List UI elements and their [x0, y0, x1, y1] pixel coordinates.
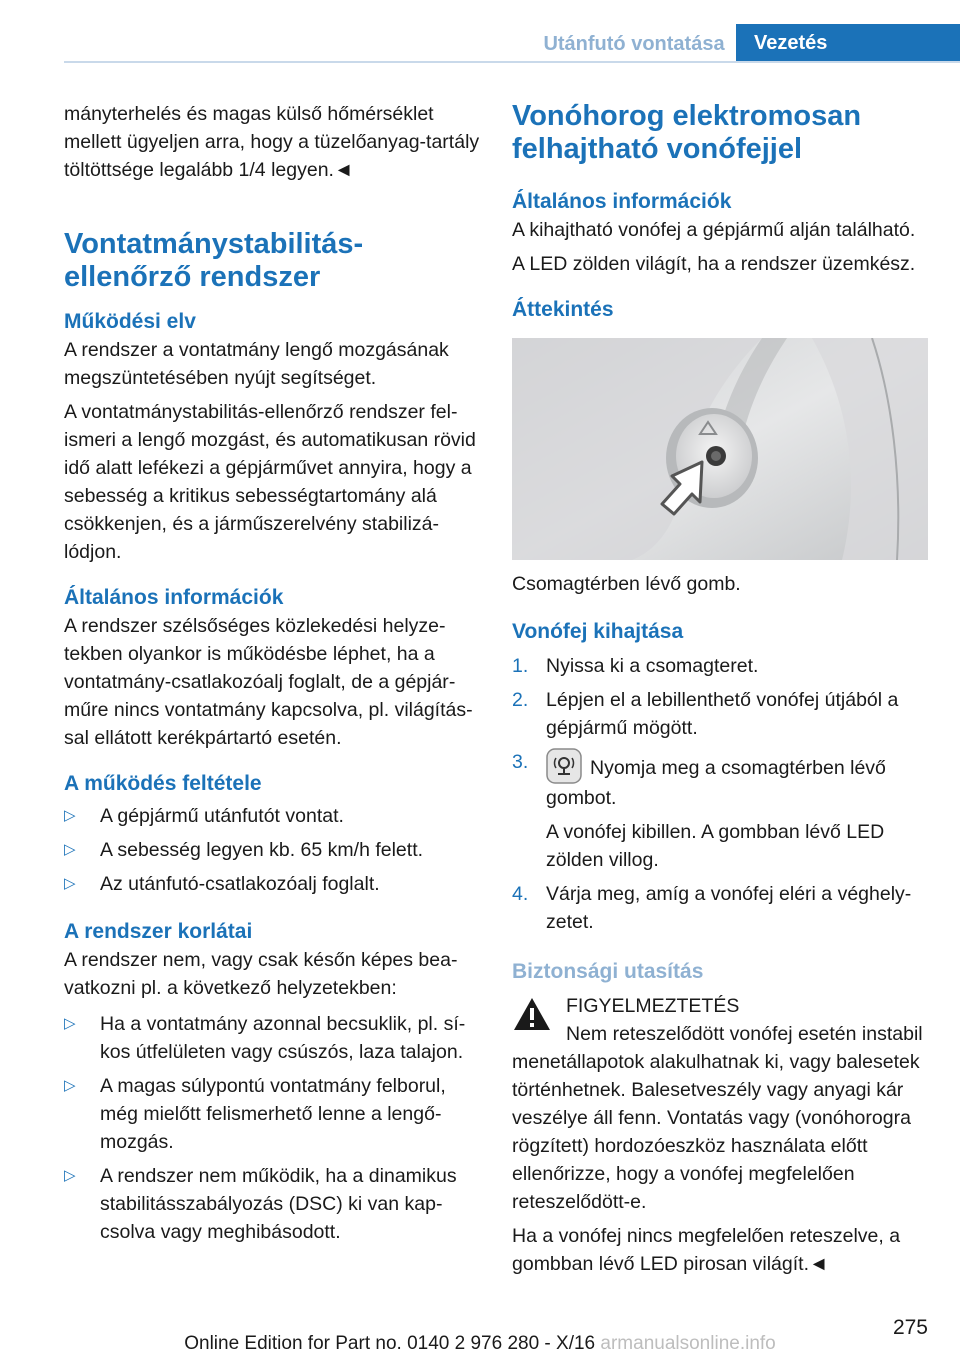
limits-paragraph: A rendszer nem, vagy csak későn képes beavatkozni pl. a következő helyzetekben: — [64, 949, 458, 999]
running-header-chapter: Vezetés — [736, 24, 960, 62]
list-item: ▷ Az utánfutó-csatlakozóalj foglalt. — [64, 870, 480, 898]
warning-paragraph: Nem reteszelődött vonófej esetén instabil menetállapotok alakulhatnak ki, vagy balesetek történhetnek. Balesetveszély vagy anyagi kár veszélye áll fenn. Vontatás vagy (vonóhorogra rögzített) hordozóeszköz használata előtt ellenőrizze, hogy a vonófej megfelelően reteszelődött-e. — [512, 1023, 923, 1213]
triangle-bullet-icon: ▷ — [64, 1167, 76, 1184]
principle-paragraph-1: A rendszer a vontatmány lengő mozgásának megszüntetésében nyújt segítséget. — [64, 339, 449, 389]
running-header-section: Utánfutó vontatása — [543, 33, 725, 55]
general-paragraph-2: A LED zölden világít, ha a rendszer üzemkész. — [512, 253, 916, 275]
list-item: ▷ A magas súlypontú vontatmány felborul, még mielőtt felismerhető lenne a lengőmozgás. — [64, 1072, 480, 1156]
triangle-bullet-icon: ▷ — [64, 1015, 76, 1032]
warning-block — [512, 992, 928, 1216]
warning-triangle-icon — [512, 996, 552, 1032]
triangle-bullet-icon: ▷ — [64, 1077, 76, 1094]
heading-limits: A rendszer korlátai — [64, 920, 253, 943]
list-item: 2. Lépjen el a lebillenthető vonófej útjából a gépjármű mögött. — [512, 689, 899, 739]
triangle-bullet-icon: ▷ — [64, 841, 76, 858]
list-item: ▷ Ha a vontatmány azonnal becsuklik, pl. síkos útfelületen vagy csúszós, laza talajon. — [64, 1010, 480, 1066]
limits-list — [64, 1010, 480, 1246]
triangle-bullet-icon: ▷ — [64, 807, 76, 824]
heading-overview: Áttekintés — [512, 298, 614, 321]
left-column — [64, 100, 480, 1252]
photo-caption: Csomagtérben lévő gomb. — [512, 573, 741, 595]
list-item: 4. Várja meg, amíg a vonófej eléri a véghelyzetet. — [512, 883, 912, 933]
list-item: 3. Nyomja meg a csomagtérben lévő gombot. A vonófej kibillen. A gombban lévő LED zölden villog. — [512, 748, 928, 874]
heading-general-info: Általános információk — [64, 586, 284, 609]
steps-list — [512, 652, 928, 936]
heading-general-info-right: Általános információk — [512, 190, 732, 213]
section-title-stability: Vontatmánystabilitás-ellenőrző rendszer — [64, 228, 364, 293]
tow-hitch-button-icon — [546, 748, 582, 784]
heading-safety: Biztonsági utasítás — [512, 960, 704, 983]
section-title-towbar: Vonóhorog elektromosan felhajtható vonófejjel — [512, 100, 862, 165]
list-item: ▷ A gépjármű utánfutót vontat. — [64, 802, 480, 830]
conditions-list — [64, 802, 480, 898]
page-number: 275 — [892, 1316, 928, 1339]
header-rule — [64, 61, 960, 63]
right-column — [512, 100, 928, 1278]
footer-edition: Online Edition for Part no. 0140 2 976 280 - X/16 armanualsonline.info — [184, 1333, 776, 1354]
step-3-result: A vonófej kibillen. A gombban lévő LED zölden villog. — [546, 821, 885, 871]
heading-conditions: A működés feltétele — [64, 772, 262, 795]
list-item: ▷ A rendszer nem működik, ha a dinamikus stabilitásszabályozás (DSC) ki van kapcsolva vagy meghibásodott. — [64, 1162, 480, 1246]
trunk-button-photo — [512, 338, 928, 560]
intro-paragraph: mányterhelés és magas külső hőmérséklet mellett ügyeljen arra, hogy a tüzelőanyag-tartály töltöttsége legalább 1/4 legyen.◄ — [64, 103, 480, 181]
closing-paragraph: Ha a vonófej nincs megfelelően reteszelve, a gombban lévő LED pirosan világít.◄ — [512, 1225, 901, 1275]
warning-title: FIGYELMEZTETÉS — [566, 995, 740, 1017]
list-item: 1. Nyissa ki a csomagteret. — [512, 655, 759, 677]
triangle-bullet-icon: ▷ — [64, 875, 76, 892]
footer-brand-watermark: armanualsonline.info — [600, 1333, 776, 1354]
general-paragraph-1: A kihajtható vonófej a gépjármű alján található. — [512, 219, 916, 241]
heading-principle: Működési elv — [64, 310, 196, 333]
list-item: ▷ A sebesség legyen kb. 65 km/h felett. — [64, 836, 480, 864]
general-paragraph: A rendszer szélsőséges közlekedési helyzetekben olyankor is működésbe léphet, ha a vontatmány-csatlakozóalj foglalt, de a gépjárműre nincs vontatmány kapcsolva, pl. világítással ellátott kerékpártartó esetén. — [64, 615, 473, 749]
heading-fold-out: Vonófej kihajtása — [512, 620, 684, 643]
principle-paragraph-2: A vontatmánystabilitás-ellenőrző rendszer felismeri a lengő mozgást, és automatikusan rövid idő alatt lefékezi a gépjárművet annyira, hogy a sebesség a kritikus sebességtartomány alá csökkenjen, és a járműszerelvény stabilizálódjon. — [64, 401, 476, 563]
